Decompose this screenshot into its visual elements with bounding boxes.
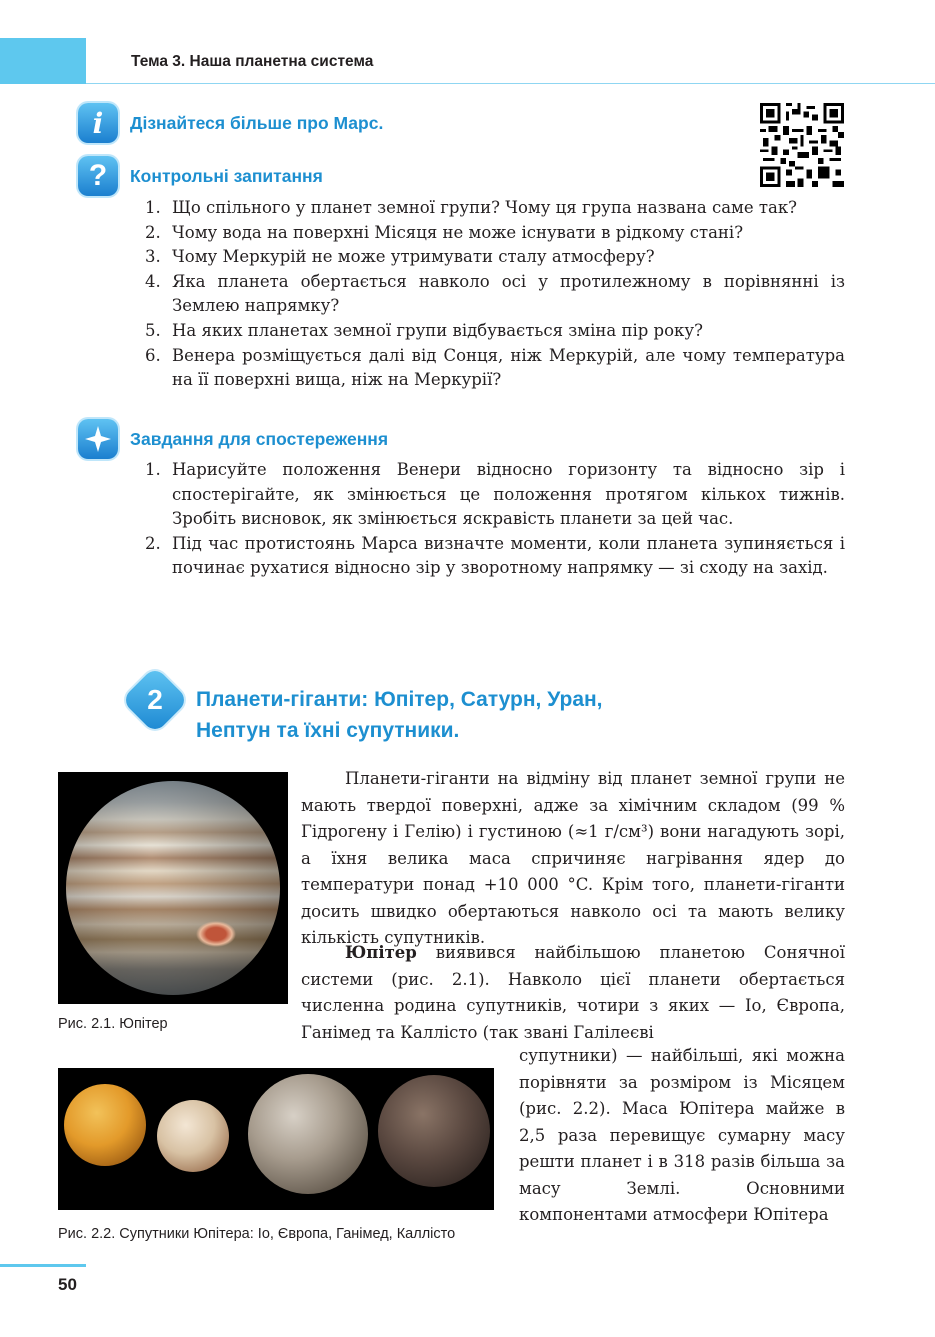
section-title: Планети-гіганти: Юпітер, Сатурн, Уран, Нептун та їхні супутники. — [196, 688, 603, 742]
questions-list — [145, 196, 845, 393]
questions-heading: Контрольні запитання — [130, 166, 323, 186]
list-item: 1. Що спільного у планет земної групи? Чому ця група названа саме так? — [145, 198, 798, 217]
footer-rule — [0, 1264, 86, 1267]
question-icon: ? — [78, 156, 118, 196]
observation-heading: Завдання для спостереження — [130, 429, 389, 449]
header-rule — [86, 83, 935, 84]
io-moon-image — [64, 1084, 146, 1166]
list-item: 2. Під час протистоянь Марса визначте моменти, коли планета зупиняється і починає рухатися відносно зір у зворотному напрямку — зі сходу на захід. — [145, 533, 845, 578]
body-paragraph: Юпітер виявився найбільшою планетою Сонячної системи (рис. 2.1). Навколо цієї планети обертається численна родина супутників, чотири з яких — Іо, Європа, Ганімед та Каллісто (так звані Галілеєві — [301, 943, 845, 1042]
header-tab-decoration — [0, 38, 86, 84]
list-item: 2. Чому вода на поверхні Місяця не може існувати в рідкому стані? — [145, 222, 744, 242]
europa-moon-image — [157, 1100, 229, 1172]
info-icon: i — [78, 103, 118, 143]
list-item: 6. Венера розміщується далі від Сонця, ніж Меркурій, але чому температура на її поверхні вища, ніж на Меркурії? — [145, 345, 845, 390]
ganymede-moon-image — [248, 1074, 368, 1194]
page-number: 50 — [58, 1275, 77, 1294]
list-item: 4. Яка планета обертається навколо осі у протилежному в порівнянні із Землею напрямку? — [145, 271, 845, 316]
observation-list — [145, 458, 845, 581]
star-icon — [78, 419, 118, 459]
page-header-title: Тема 3. Наша планетна система — [131, 53, 374, 70]
figure-caption: Рис. 2.2. Супутники Юпітера: Іо, Європа, Ганімед, Каллісто — [58, 1226, 456, 1242]
body-paragraph: Планети-гіганти на відміну від планет земної групи не мають твердої поверхні, адже за хімічним складом (99 % Гідрогену і Гелію) і густиною (≈1 г/см³) вони нагадують зорі, а їхня велика маса спричиняє нагрівання ядер до температури понад +10 000 °C. Крім того, планети-гіганти досить швидко обертаються навколо осі та мають велику кількість супутників. — [301, 769, 845, 947]
jupiter-planet-image — [66, 781, 280, 995]
list-item: 1. Нарисуйте положення Венери відносно горизонту та відносно зір і спостерігайте, як змінюється це положення протягом кількох тижнів. Зробіть висновок, як змінюється яскравість планети за цей час. — [145, 460, 845, 529]
section-number: 2 — [147, 684, 163, 715]
qr-code-icon[interactable] — [760, 103, 844, 187]
info-heading[interactable]: Дізнайтеся більше про Марс. — [130, 113, 384, 133]
figure-caption: Рис. 2.1. Юпітер — [58, 1016, 168, 1032]
callisto-moon-image — [378, 1075, 490, 1187]
list-item: 5. На яких планетах земної групи відбувається зміна пір року? — [145, 320, 703, 340]
list-item: 3. Чому Меркурій не може утримувати сталу атмосферу? — [145, 247, 655, 267]
body-paragraph-continued: супутники) — найбільші, які можна порівняти за розміром із Місяцем (рис. 2.2). Маса Юпітера майже в 2,5 раза перевищує сумарну масу решти планет і в 318 разів більша за масу Землі. Основними компонентами атмосфери Юпітера — [519, 1046, 845, 1224]
